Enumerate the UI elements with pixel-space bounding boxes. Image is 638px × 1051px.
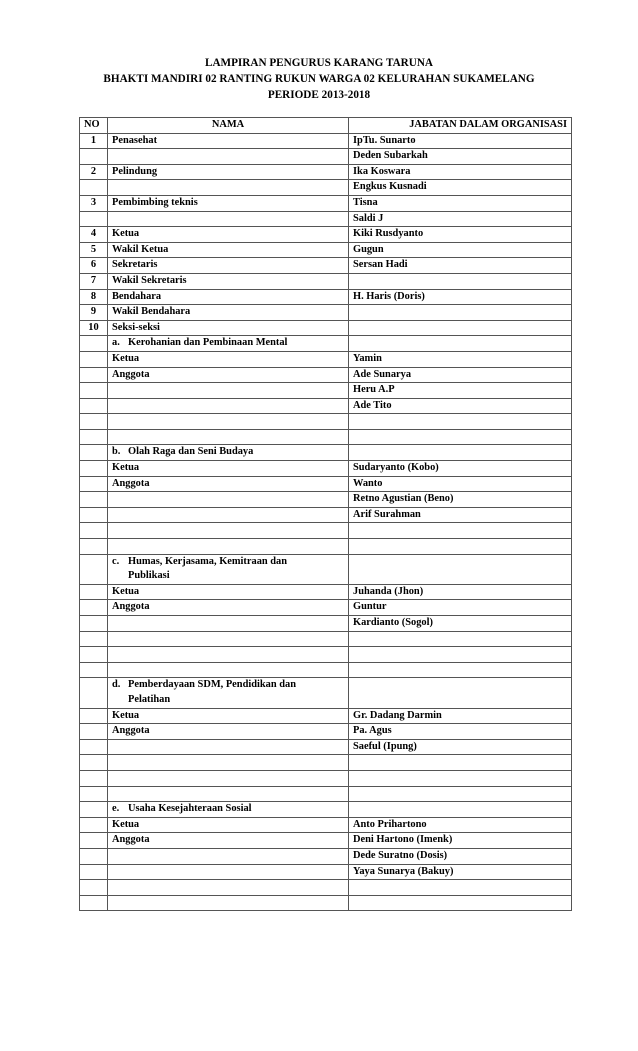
anggota-name: Retno Agustian (Beno) <box>349 492 572 508</box>
document-subtitle: BHAKTI MANDIRI 02 RANTING RUKUN WARGA 02 KELURAHAN SUKAMELANG <box>103 73 535 85</box>
position-cell: Wakil Ketua <box>108 242 349 258</box>
row-number: 9 <box>80 305 108 321</box>
section-title-cell <box>108 554 349 584</box>
row-number <box>80 848 108 864</box>
row-number <box>80 398 108 414</box>
position-cell: Sekretaris <box>108 258 349 274</box>
officer-name-cell: Ika Koswara <box>349 164 572 180</box>
table-body <box>80 133 572 911</box>
blank-cell <box>108 662 349 678</box>
officer-name-cell <box>349 554 572 584</box>
blank-row <box>80 662 572 678</box>
anggota-label: Anggota <box>108 833 349 849</box>
anggota-name: Wanto <box>349 476 572 492</box>
blank-row <box>80 429 572 445</box>
anggota-name: Heru A.P <box>349 383 572 399</box>
officer-name-cell: Gugun <box>349 242 572 258</box>
anggota-name: Deni Hartono (Imenk) <box>349 833 572 849</box>
position-cell: Seksi-seksi <box>108 320 349 336</box>
officer-name-cell: Engkus Kusnadi <box>349 180 572 196</box>
section-anggota-row <box>80 848 572 864</box>
row-number <box>80 445 108 461</box>
section-ketua-row <box>80 584 572 600</box>
officer-name-cell <box>349 305 572 321</box>
row-number: 1 <box>80 133 108 149</box>
row-number <box>80 414 108 430</box>
section-ketua-row <box>80 461 572 477</box>
position-cell: Penasehat <box>108 133 349 149</box>
blank-cell <box>108 647 349 663</box>
blank-cell <box>349 523 572 539</box>
section-anggota-row <box>80 833 572 849</box>
section-title-row <box>80 678 572 708</box>
section-anggota-row <box>80 492 572 508</box>
anggota-label <box>108 492 349 508</box>
ketua-label: Ketua <box>108 817 349 833</box>
blank-row <box>80 895 572 911</box>
blank-cell <box>349 755 572 771</box>
row-number <box>80 833 108 849</box>
section-title: Kerohanian dan Pembinaan Mental <box>128 337 288 349</box>
blank-cell <box>108 523 349 539</box>
row-number <box>80 523 108 539</box>
row-number <box>80 367 108 383</box>
blank-cell <box>349 647 572 663</box>
anggota-name: Guntur <box>349 600 572 616</box>
section-title-cell <box>108 445 349 461</box>
row-number <box>80 895 108 911</box>
blank-cell <box>108 895 349 911</box>
anggota-label: Anggota <box>108 600 349 616</box>
blank-row <box>80 770 572 786</box>
column-header-jabatan: JABATAN DALAM ORGANISASI <box>349 118 572 134</box>
table-row <box>80 305 572 321</box>
position-cell: Pelindung <box>108 164 349 180</box>
position-cell: Bendahara <box>108 289 349 305</box>
anggota-label <box>108 616 349 632</box>
row-number <box>80 383 108 399</box>
row-number: 3 <box>80 195 108 211</box>
blank-cell <box>349 895 572 911</box>
position-cell: Wakil Bendahara <box>108 305 349 321</box>
blank-cell <box>108 755 349 771</box>
officer-name-cell <box>349 802 572 818</box>
anggota-label <box>108 383 349 399</box>
row-number <box>80 739 108 755</box>
document-period: PERIODE 2013-2018 <box>267 89 371 101</box>
blank-row <box>80 880 572 896</box>
section-title-cell <box>108 336 349 352</box>
officer-name-cell: Kiki Rusdyanto <box>349 227 572 243</box>
officer-name-cell <box>349 320 572 336</box>
table-row <box>80 164 572 180</box>
row-number: 5 <box>80 242 108 258</box>
section-title-cell <box>108 802 349 818</box>
table-row <box>80 273 572 289</box>
officer-name-cell: Tisna <box>349 195 572 211</box>
row-number <box>80 180 108 196</box>
table-row <box>80 242 572 258</box>
row-number <box>80 507 108 523</box>
officer-name-cell: IpTu. Sunarto <box>349 133 572 149</box>
section-anggota-row <box>80 739 572 755</box>
row-number <box>80 708 108 724</box>
row-number <box>80 647 108 663</box>
officer-name-cell <box>349 336 572 352</box>
table-row <box>80 211 572 227</box>
blank-row <box>80 647 572 663</box>
officer-name-cell <box>349 445 572 461</box>
row-number <box>80 817 108 833</box>
row-number <box>80 724 108 740</box>
row-number <box>80 600 108 616</box>
column-header-no: NO <box>80 118 108 134</box>
section-letter: d. <box>112 679 121 691</box>
section-title: Usaha Kesejahteraan Sosial <box>128 803 252 815</box>
section-title: Humas, Kerjasama, Kemitraan dan <box>128 555 288 567</box>
organization-table <box>79 117 572 911</box>
row-number <box>80 539 108 555</box>
section-anggota-row <box>80 398 572 414</box>
section-ketua-row <box>80 708 572 724</box>
position-cell: Ketua <box>108 227 349 243</box>
blank-cell <box>349 786 572 802</box>
anggota-name: Kardianto (Sogol) <box>349 616 572 632</box>
position-cell: Pembimbing teknis <box>108 195 349 211</box>
anggota-name: Arif Surahman <box>349 507 572 523</box>
officer-name-cell: Deden Subarkah <box>349 149 572 165</box>
section-title: Pemberdayaan SDM, Pendidikan dan <box>128 679 297 691</box>
row-number <box>80 770 108 786</box>
table-row <box>80 258 572 274</box>
anggota-name: Saeful (Ipung) <box>349 739 572 755</box>
ketua-label: Ketua <box>108 461 349 477</box>
anggota-label: Anggota <box>108 367 349 383</box>
blank-cell <box>108 880 349 896</box>
blank-cell <box>349 429 572 445</box>
table-header-row <box>80 118 572 134</box>
officer-name-cell: H. Haris (Doris) <box>349 289 572 305</box>
anggota-label: Anggota <box>108 724 349 740</box>
ketua-label: Ketua <box>108 584 349 600</box>
blank-row <box>80 539 572 555</box>
section-anggota-row <box>80 864 572 880</box>
row-number <box>80 584 108 600</box>
ketua-name: Sudaryanto (Kobo) <box>349 461 572 477</box>
blank-cell <box>108 770 349 786</box>
ketua-name: Gr. Dadang Darmin <box>349 708 572 724</box>
blank-row <box>80 755 572 771</box>
officer-name-cell: Sersan Hadi <box>349 258 572 274</box>
section-anggota-row <box>80 600 572 616</box>
blank-cell <box>108 414 349 430</box>
section-letter: c. <box>112 555 120 567</box>
section-title-continued: Publikasi <box>128 570 170 582</box>
section-title-row <box>80 336 572 352</box>
anggota-label: Anggota <box>108 476 349 492</box>
blank-cell <box>349 414 572 430</box>
row-number <box>80 631 108 647</box>
anggota-label <box>108 398 349 414</box>
blank-cell <box>108 786 349 802</box>
section-title-cell <box>108 678 349 708</box>
blank-row <box>80 786 572 802</box>
anggota-label <box>108 507 349 523</box>
blank-row <box>80 631 572 647</box>
column-header-nama: NAMA <box>108 118 349 134</box>
officer-name-cell <box>349 678 572 708</box>
section-title-row <box>80 554 572 584</box>
blank-cell <box>349 880 572 896</box>
section-anggota-row <box>80 383 572 399</box>
anggota-name: Ade Tito <box>349 398 572 414</box>
section-letter: a. <box>112 337 120 349</box>
row-number: 2 <box>80 164 108 180</box>
ketua-name: Yamin <box>349 351 572 367</box>
section-title-row <box>80 445 572 461</box>
blank-cell <box>349 539 572 555</box>
anggota-label <box>108 739 349 755</box>
row-number <box>80 149 108 165</box>
officer-name-cell <box>349 273 572 289</box>
section-title-row <box>80 802 572 818</box>
row-number <box>80 662 108 678</box>
section-anggota-row <box>80 724 572 740</box>
row-number: 8 <box>80 289 108 305</box>
section-letter: b. <box>112 446 121 458</box>
blank-cell <box>108 429 349 445</box>
section-anggota-row <box>80 616 572 632</box>
anggota-name: Yaya Sunarya (Bakuy) <box>349 864 572 880</box>
position-cell: Wakil Sekretaris <box>108 273 349 289</box>
row-number <box>80 616 108 632</box>
row-number <box>80 554 108 584</box>
blank-row <box>80 414 572 430</box>
row-number <box>80 880 108 896</box>
table-row <box>80 149 572 165</box>
document-title: LAMPIRAN PENGURUS KARANG TARUNA <box>205 57 433 69</box>
section-ketua-row <box>80 817 572 833</box>
row-number <box>80 678 108 708</box>
row-number <box>80 755 108 771</box>
section-letter: e. <box>112 803 120 815</box>
blank-cell <box>349 631 572 647</box>
table-row <box>80 289 572 305</box>
table-row <box>80 180 572 196</box>
blank-cell <box>349 770 572 786</box>
blank-cell <box>108 539 349 555</box>
row-number <box>80 429 108 445</box>
section-title: Olah Raga dan Seni Budaya <box>128 446 254 458</box>
blank-cell <box>349 662 572 678</box>
section-anggota-row <box>80 507 572 523</box>
position-cell <box>108 180 349 196</box>
ketua-name: Juhanda (Jhon) <box>349 584 572 600</box>
section-title-continued: Pelatihan <box>128 693 171 705</box>
table-row <box>80 133 572 149</box>
row-number <box>80 802 108 818</box>
table-row <box>80 320 572 336</box>
table-row <box>80 227 572 243</box>
row-number <box>80 476 108 492</box>
row-number <box>80 211 108 227</box>
ketua-label: Ketua <box>108 708 349 724</box>
blank-cell <box>108 631 349 647</box>
anggota-name: Ade Sunarya <box>349 367 572 383</box>
position-cell <box>108 211 349 227</box>
anggota-label <box>108 864 349 880</box>
section-ketua-row <box>80 351 572 367</box>
table-row <box>80 195 572 211</box>
row-number <box>80 336 108 352</box>
row-number <box>80 461 108 477</box>
row-number <box>80 786 108 802</box>
row-number: 6 <box>80 258 108 274</box>
anggota-label <box>108 848 349 864</box>
anggota-name: Pa. Agus <box>349 724 572 740</box>
row-number <box>80 492 108 508</box>
row-number <box>80 351 108 367</box>
blank-row <box>80 523 572 539</box>
row-number: 10 <box>80 320 108 336</box>
ketua-name: Anto Prihartono <box>349 817 572 833</box>
row-number: 4 <box>80 227 108 243</box>
ketua-label: Ketua <box>108 351 349 367</box>
officer-name-cell: Saldi J <box>349 211 572 227</box>
row-number: 7 <box>80 273 108 289</box>
position-cell <box>108 149 349 165</box>
section-anggota-row <box>80 476 572 492</box>
row-number <box>80 864 108 880</box>
anggota-name: Dede Suratno (Dosis) <box>349 848 572 864</box>
section-anggota-row <box>80 367 572 383</box>
